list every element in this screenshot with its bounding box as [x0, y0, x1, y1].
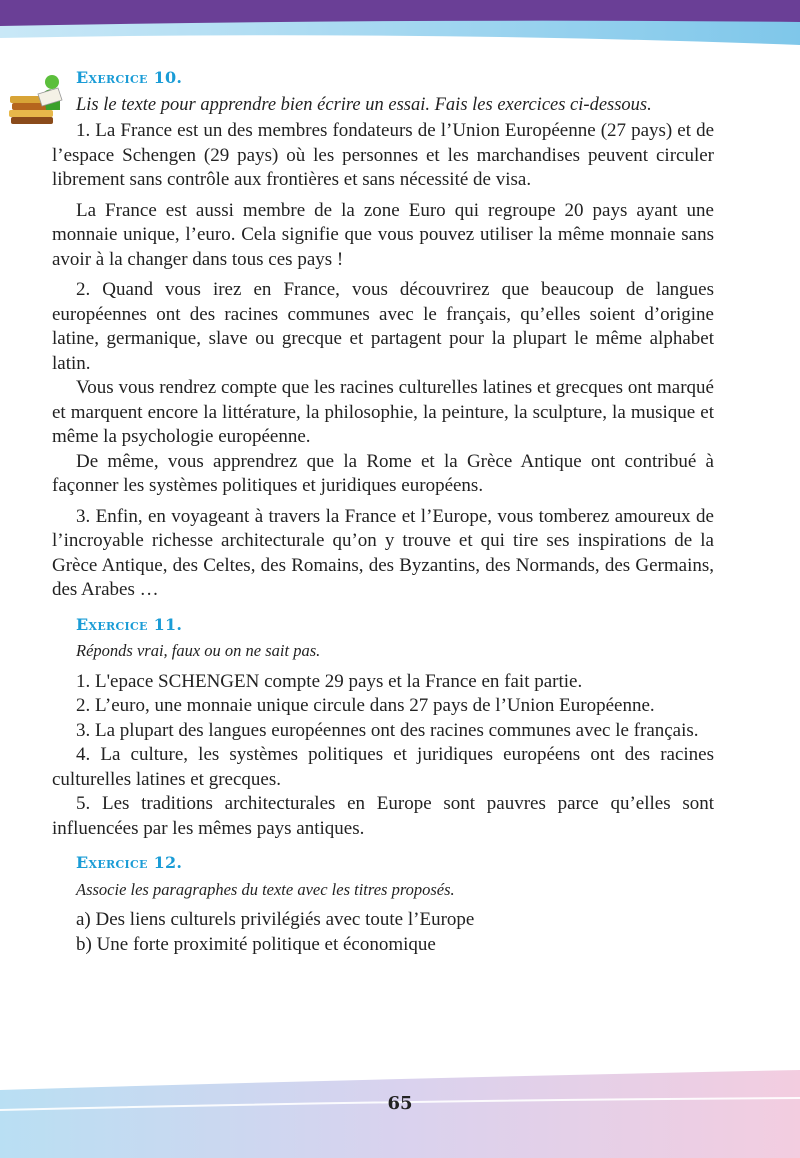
- paragraph: La France est aussi membre de la zone Euro qui regroupe 20 pays ayant une monnaie unique, l’euro. Cela signifie que vous pouvez utiliser la même monnaie sans avoir à la changer dans tous ces pays !: [52, 199, 714, 270]
- statement-item: 2. L’euro, une monnaie unique circule dans 27 pays de l’Union Européenne.: [76, 695, 655, 716]
- exercise-11-instruction: Réponds vrai, faux ou on ne sait pas.: [76, 641, 321, 660]
- header-decoration: [0, 0, 800, 60]
- exercise-12-title: Exercice 12.: [76, 853, 183, 872]
- paragraph: 2. Quand vous irez en France, vous découvrirez que beaucoup de langues européennes ont des racines communes avec le français, qu’elles soient d’origine latine, germanique, slave ou grecque et partagent pour la plupart le même alphabet latin.: [52, 279, 714, 374]
- page-content: [52, 66, 714, 957]
- exercise-10-instruction: Lis le texte pour apprendre bien écrire un essai. Fais les exercices ci-dessous.: [76, 94, 652, 115]
- paragraph: De même, vous apprendrez que la Rome et la Grèce Antique ont contribué à façonner les systèmes politiques et juridiques européens.: [52, 450, 714, 496]
- statement-item: 1. L'epace SCHENGEN compte 29 pays et la France en fait partie.: [76, 670, 583, 692]
- footer-decoration: [0, 1070, 800, 1158]
- exercise-11-title: Exercice 11.: [76, 614, 183, 634]
- exercise-11: [52, 613, 714, 842]
- title-option: a) Des liens culturels privilégiés avec toute l’Europe: [76, 909, 475, 930]
- statement-item: 3. La plupart des langues européennes ont des racines communes avec le français.: [76, 719, 699, 741]
- statement-item: 5. Les traditions architecturales en Europe sont pauvres parce qu’elles sont influencées par les mêmes pays antiques.: [52, 793, 714, 839]
- paragraph: 1. La France est un des membres fondateurs de l’Union Européenne (27 pays) et de l’espace Schengen (29 pays) où les personnes et les marchandises peuvent circuler librement sans contrôle aux frontières et sans nécessité de visa.: [52, 120, 714, 190]
- paragraph: Vous vous rendrez compte que les racines culturelles latines et grecques ont marqué et marquent encore la littérature, la philosophie, la peinture, la sculpture, la musique et même la psychologie européenne.: [52, 377, 714, 447]
- page-number: 65: [387, 1093, 413, 1114]
- statement-item: 4. La culture, les systèmes politiques et juridiques européens ont des racines culturelles latines et grecques.: [52, 744, 714, 790]
- title-option: b) Une forte proximité politique et économique: [76, 933, 436, 955]
- exercise-10-title: Exercice 10.: [76, 68, 183, 87]
- exercise-12: [52, 851, 714, 957]
- paragraph: 3. Enfin, en voyageant à travers la France et l’Europe, vous tomberez amoureux de l’incroyable richesse architecturale qu’on y trouve et qui tire ses inspirations de la Grèce Antique, des Celtes, des Romains, des Byzantins, des Normands, des Germains, des Arabes …: [52, 505, 714, 600]
- exercise-12-instruction: Associe les paragraphes du texte avec les titres proposés.: [76, 879, 455, 899]
